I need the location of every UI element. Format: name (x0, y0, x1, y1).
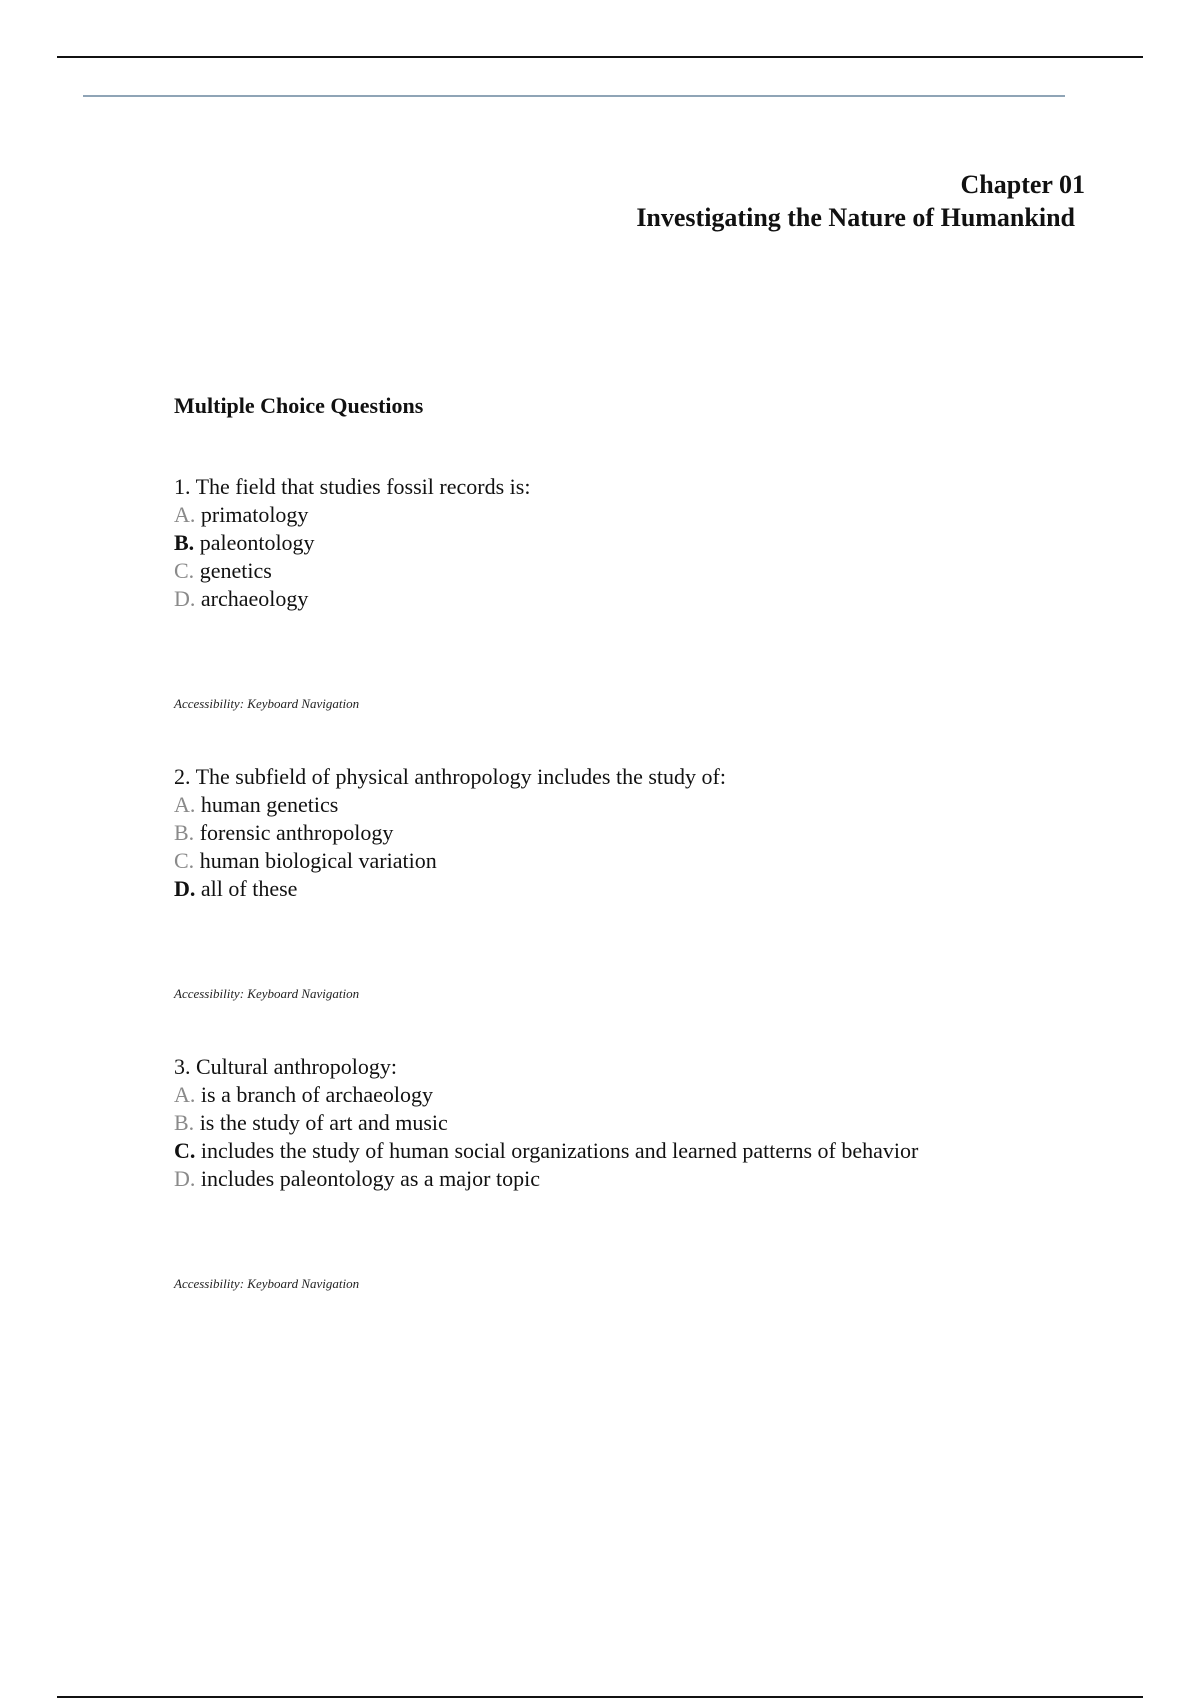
option-c (174, 557, 1074, 585)
option-letter: D. (174, 876, 196, 901)
option-text: all of these (200, 876, 298, 901)
option-b (174, 1109, 1074, 1137)
option-b-correct (174, 529, 1074, 557)
bottom-rule (57, 1696, 1143, 1698)
question-1 (174, 473, 1074, 713)
chapter-header (636, 168, 1085, 234)
option-d (174, 585, 1074, 613)
option-d-correct (174, 875, 1074, 903)
option-text: is a branch of archaeology (200, 1082, 434, 1107)
option-text: includes paleontology as a major topic (200, 1166, 540, 1191)
option-text: is the study of art and music (199, 1110, 448, 1135)
option-c-correct (174, 1137, 1074, 1165)
question-stem: 2. The subfield of physical anthropology includes the study of: (174, 764, 726, 789)
option-letter: D. (174, 586, 196, 611)
accessibility-note: Accessibility: Keyboard Navigation (174, 986, 360, 1001)
chapter-title: Investigating the Nature of Humankind (636, 203, 1075, 232)
option-a (174, 1081, 1074, 1109)
accessibility-note: Accessibility: Keyboard Navigation (174, 696, 360, 711)
option-text: paleontology (199, 530, 315, 555)
chapter-number: Chapter 01 (960, 170, 1085, 199)
header-rule (83, 95, 1065, 97)
option-text: human biological variation (199, 848, 437, 873)
option-a (174, 501, 1074, 529)
top-rule (57, 56, 1143, 58)
option-letter: C. (174, 558, 195, 583)
option-b (174, 819, 1074, 847)
option-letter: A. (174, 502, 196, 527)
option-text: includes the study of human social organizations and learned patterns of behavior (200, 1138, 919, 1163)
option-text: forensic anthropology (199, 820, 394, 845)
option-letter: C. (174, 1138, 196, 1163)
option-letter: B. (174, 820, 195, 845)
option-text: archaeology (200, 586, 309, 611)
option-letter: A. (174, 1082, 196, 1107)
option-text: human genetics (200, 792, 339, 817)
option-letter: D. (174, 1166, 196, 1191)
option-d (174, 1165, 1074, 1193)
question-3 (174, 1053, 1074, 1293)
option-letter: C. (174, 848, 195, 873)
option-letter: A. (174, 792, 196, 817)
accessibility-note: Accessibility: Keyboard Navigation (174, 1276, 360, 1291)
option-a (174, 791, 1074, 819)
option-c (174, 847, 1074, 875)
section-heading: Multiple Choice Questions (174, 393, 424, 418)
option-text: primatology (200, 502, 309, 527)
question-2 (174, 763, 1074, 1003)
option-letter: B. (174, 530, 195, 555)
question-stem: 1. The field that studies fossil records is: (174, 474, 531, 499)
option-letter: B. (174, 1110, 195, 1135)
option-text: genetics (199, 558, 272, 583)
question-stem: 3. Cultural anthropology: (174, 1054, 398, 1079)
